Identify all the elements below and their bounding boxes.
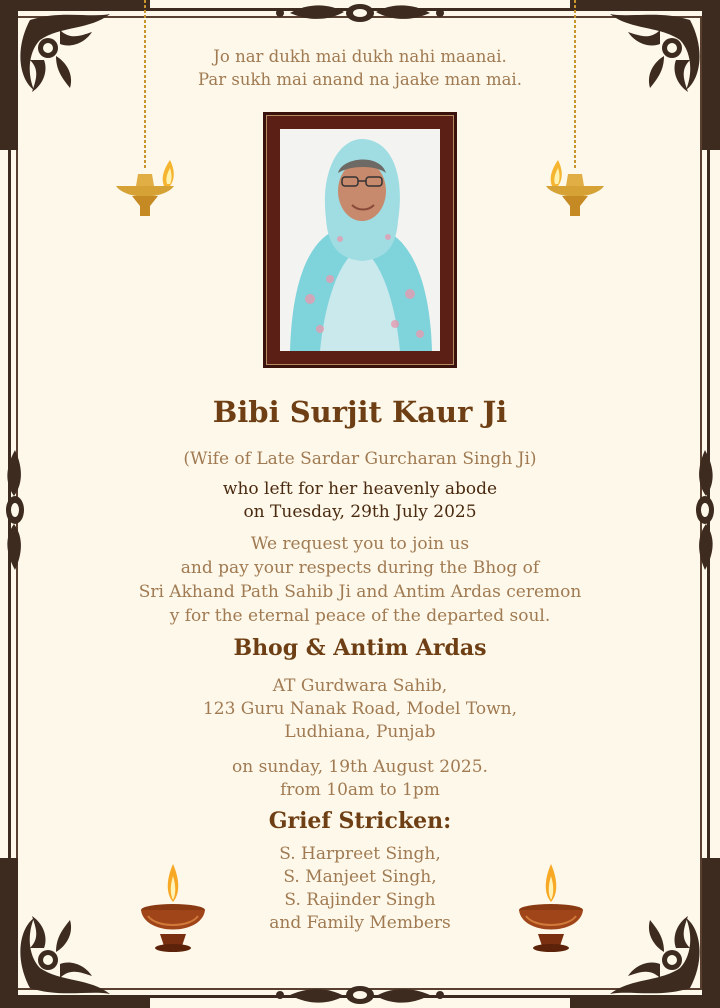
request-line-1: We request you to join us bbox=[250, 534, 470, 554]
timing-line-1: on sunday, 19th August 2025. bbox=[232, 757, 488, 777]
quote-line-2: Par sukh mai anand na jaake man mai. bbox=[198, 70, 522, 89]
venue-line-1: AT Gurdwara Sahib, bbox=[272, 676, 448, 696]
family-line-1: S. Harpreet Singh, bbox=[279, 844, 441, 864]
photo-frame bbox=[263, 112, 457, 368]
request-line-3: Sri Akhand Path Sahib Ji and Antim Ardas ceremon bbox=[138, 582, 582, 602]
event-heading: Bhog & Antim Ardas bbox=[233, 635, 487, 661]
request-line-2: and pay your respects during the Bhog of bbox=[180, 558, 540, 578]
portrait-illustration bbox=[280, 129, 440, 351]
quote-line-1: Jo nar dukh mai dukh nahi maanai. bbox=[213, 47, 507, 66]
hanging-lamp-right-icon bbox=[540, 0, 610, 225]
portrait-photo bbox=[280, 129, 440, 351]
venue-line-3: Ludhiana, Punjab bbox=[284, 722, 436, 742]
family-line-2: S. Manjeet Singh, bbox=[283, 867, 437, 887]
bottom-center-ornament bbox=[270, 982, 450, 1008]
timing-line-2: from 10am to 1pm bbox=[280, 780, 440, 800]
family-line-4: and Family Members bbox=[269, 913, 451, 933]
departure-line-2: on Tuesday, 29th July 2025 bbox=[243, 502, 477, 522]
departure-line-1: who left for her heavenly abode bbox=[222, 479, 498, 499]
top-center-ornament bbox=[270, 0, 450, 26]
grief-heading: Grief Stricken: bbox=[268, 808, 452, 834]
request-line-4: y for the eternal peace of the departed soul. bbox=[169, 606, 551, 626]
diya-right-icon bbox=[514, 860, 588, 960]
venue-line-2: 123 Guru Nanak Road, Model Town, bbox=[202, 699, 518, 719]
deceased-name: Bibi Surjit Kaur Ji bbox=[212, 395, 508, 429]
diya-left-icon bbox=[136, 860, 210, 960]
hanging-lamp-left-icon bbox=[112, 0, 182, 225]
family-line-3: S. Rajinder Singh bbox=[284, 890, 436, 910]
relation-text: (Wife of Late Sardar Gurcharan Singh Ji) bbox=[183, 449, 537, 469]
